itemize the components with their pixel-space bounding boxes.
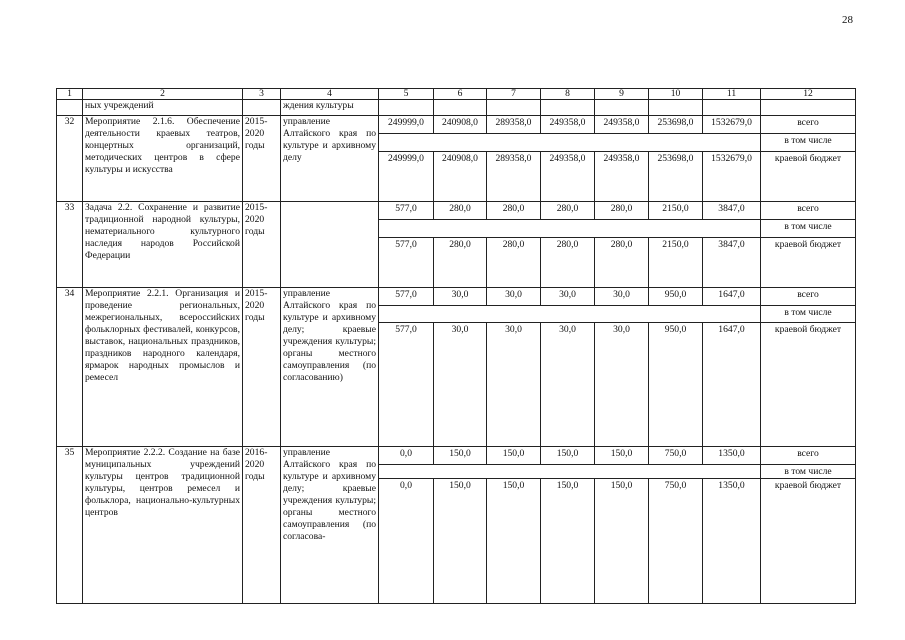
budget-amount: 577,0 [379, 238, 434, 288]
total-amount: 577,0 [379, 202, 434, 220]
column-header: 9 [595, 89, 649, 100]
total-amount: 280,0 [541, 202, 595, 220]
including-label: в том числе [761, 306, 856, 323]
column-header: 4 [281, 89, 379, 100]
including-label: в том числе [761, 465, 856, 479]
total-amount: 249358,0 [541, 116, 595, 134]
budget-amount: 750,0 [649, 479, 703, 604]
budget-amount: 150,0 [487, 479, 541, 604]
total-amount: 750,0 [649, 447, 703, 465]
budget-amount: 1350,0 [703, 479, 761, 604]
total-amount: 280,0 [487, 202, 541, 220]
including-label: в том числе [761, 134, 856, 152]
column-header: 6 [434, 89, 487, 100]
total-amount: 2150,0 [649, 202, 703, 220]
budget-amount: 280,0 [595, 238, 649, 288]
budget-label: краевой бюджет [761, 323, 856, 447]
table-row [57, 288, 856, 306]
total-amount: 0,0 [379, 447, 434, 465]
table-row [57, 447, 856, 465]
measure-name: Мероприятие 2.2.1. Организация и проведение региональных, межрегиональных, всероссийских фольклорных фестивалей, конкурсов, выставок, национальных праздников, праздников народного календаря, ярмарок народных промыслов и ремесел [83, 288, 243, 447]
cont-executor: ждения культуры [281, 100, 379, 116]
column-header: 12 [761, 89, 856, 100]
total-amount: 577,0 [379, 288, 434, 306]
row-number: 32 [57, 116, 83, 202]
column-header: 11 [703, 89, 761, 100]
header-row [57, 89, 856, 100]
total-amount: 150,0 [434, 447, 487, 465]
measure-years: 2015-2020 годы [243, 288, 281, 447]
budget-amount: 150,0 [434, 479, 487, 604]
budget-amount: 249358,0 [595, 152, 649, 202]
total-amount: 950,0 [649, 288, 703, 306]
budget-table [56, 88, 856, 604]
budget-amount: 1532679,0 [703, 152, 761, 202]
column-header: 7 [487, 89, 541, 100]
total-amount: 3847,0 [703, 202, 761, 220]
total-amount: 249358,0 [595, 116, 649, 134]
budget-label: краевой бюджет [761, 152, 856, 202]
row-number: 34 [57, 288, 83, 447]
budget-amount: 253698,0 [649, 152, 703, 202]
total-amount: 289358,0 [487, 116, 541, 134]
total-amount: 30,0 [434, 288, 487, 306]
cont-name: ных учреждений [83, 100, 243, 116]
total-amount: 150,0 [487, 447, 541, 465]
budget-amount: 289358,0 [487, 152, 541, 202]
budget-amount: 2150,0 [649, 238, 703, 288]
total-label: всего [761, 202, 856, 220]
total-amount: 249999,0 [379, 116, 434, 134]
budget-amount: 240908,0 [434, 152, 487, 202]
measure-years: 2016-2020 годы [243, 447, 281, 604]
budget-amount: 249999,0 [379, 152, 434, 202]
measure-executor [281, 202, 379, 288]
total-amount: 30,0 [541, 288, 595, 306]
budget-amount: 950,0 [649, 323, 703, 447]
total-amount: 280,0 [434, 202, 487, 220]
budget-amount: 30,0 [434, 323, 487, 447]
column-header: 10 [649, 89, 703, 100]
budget-amount: 1647,0 [703, 323, 761, 447]
page-number: 28 [842, 14, 853, 26]
budget-label: краевой бюджет [761, 238, 856, 288]
table-row [57, 116, 856, 134]
total-amount: 240908,0 [434, 116, 487, 134]
total-amount: 30,0 [487, 288, 541, 306]
row-number: 33 [57, 202, 83, 288]
total-amount: 280,0 [595, 202, 649, 220]
budget-amount: 280,0 [541, 238, 595, 288]
total-amount: 1350,0 [703, 447, 761, 465]
total-amount: 30,0 [595, 288, 649, 306]
total-label: всего [761, 447, 856, 465]
total-amount: 150,0 [541, 447, 595, 465]
measure-years: 2015-2020 годы [243, 116, 281, 202]
budget-amount: 3847,0 [703, 238, 761, 288]
column-header: 5 [379, 89, 434, 100]
total-amount: 1647,0 [703, 288, 761, 306]
budget-amount: 249358,0 [541, 152, 595, 202]
measure-name: Мероприятие 2.2.2. Создание на базе муниципальных учреждений культуры центров традиционной культуры, центров ремесел и фольклора, национально-культурных центров [83, 447, 243, 604]
total-label: всего [761, 288, 856, 306]
column-header: 8 [541, 89, 595, 100]
budget-amount: 30,0 [595, 323, 649, 447]
table-row [57, 202, 856, 220]
budget-label: краевой бюджет [761, 479, 856, 604]
budget-amount: 30,0 [487, 323, 541, 447]
budget-amount: 577,0 [379, 323, 434, 447]
measure-executor: управление Алтайского края по культуре и архивному делу [281, 116, 379, 202]
measure-executor: управление Алтайского края по культуре и архивному делу; краевые учреждения культуры; органы местного самоуправления (по согласованию) [281, 288, 379, 447]
budget-amount: 30,0 [541, 323, 595, 447]
column-header: 1 [57, 89, 83, 100]
column-header: 3 [243, 89, 281, 100]
measure-name: Мероприятие 2.1.6. Обеспечение деятельности краевых театров, концертных организаций, методических центров в сфере культуры и искусства [83, 116, 243, 202]
total-amount: 253698,0 [649, 116, 703, 134]
including-label: в том числе [761, 220, 856, 238]
total-amount: 150,0 [595, 447, 649, 465]
column-header: 2 [83, 89, 243, 100]
measure-executor: управление Алтайского края по культуре и архивному делу; краевые учреждения культуры; органы местного самоуправления (по согласова- [281, 447, 379, 604]
measure-name: Задача 2.2. Сохранение и развитие традиционной народной культуры, нематериального культурного наследия народов Российской Федерации [83, 202, 243, 288]
measure-years: 2015-2020 годы [243, 202, 281, 288]
budget-amount: 0,0 [379, 479, 434, 604]
total-label: всего [761, 116, 856, 134]
total-amount: 1532679,0 [703, 116, 761, 134]
budget-amount: 280,0 [434, 238, 487, 288]
budget-amount: 150,0 [595, 479, 649, 604]
budget-amount: 150,0 [541, 479, 595, 604]
row-number: 35 [57, 447, 83, 604]
budget-amount: 280,0 [487, 238, 541, 288]
continuation-row [57, 100, 856, 116]
